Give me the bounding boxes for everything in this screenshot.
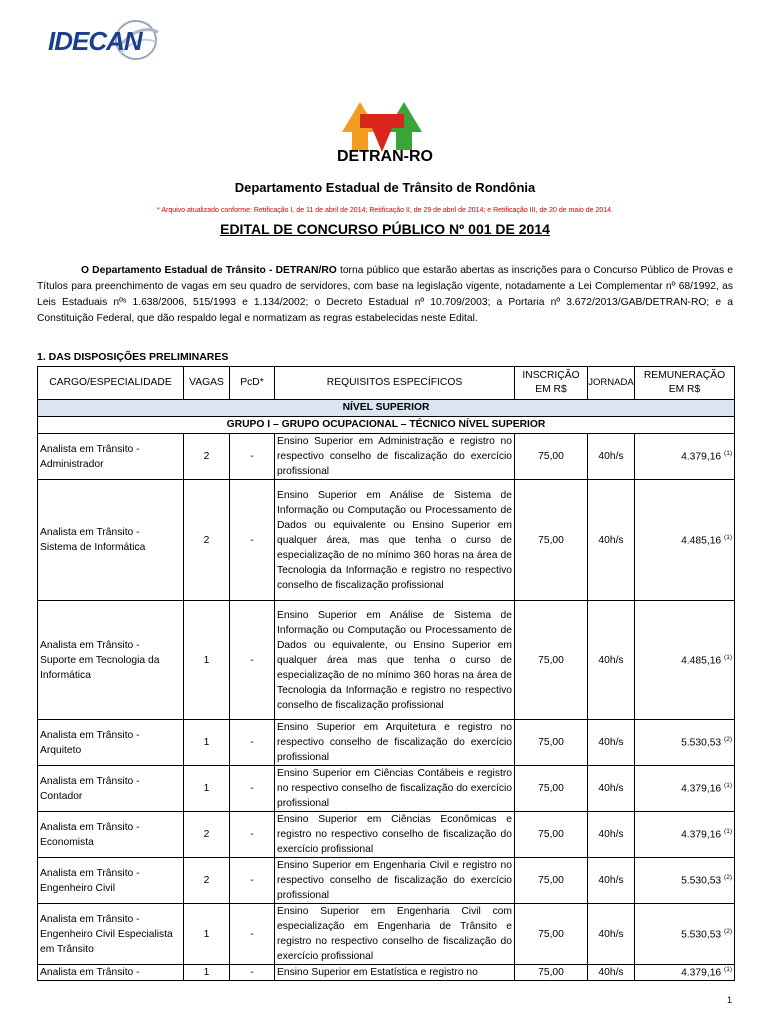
- pcd-cell: -: [230, 434, 275, 480]
- cargo-line-2: Contador: [40, 790, 83, 802]
- remuneracao-value: 4.379,16: [681, 829, 722, 841]
- cargo-cell: [38, 812, 184, 858]
- vagas-table: [37, 366, 735, 981]
- inscricao-cell: 75,00: [515, 601, 588, 720]
- pcd-cell: -: [230, 858, 275, 904]
- group-row: [38, 417, 735, 434]
- remuneracao-cell: [635, 766, 735, 812]
- inscricao-cell: 75,00: [515, 480, 588, 601]
- requisitos-cell: Ensino Superior em Arquitetura e registro no respectivo conselho de fiscalização do exercício profissional: [275, 720, 515, 766]
- group-label: GRUPO I – GRUPO OCUPACIONAL – TÉCNICO NÍVEL SUPERIOR: [38, 417, 735, 434]
- cargo-cell: [38, 904, 184, 965]
- jornada-cell: 40h/s: [588, 812, 635, 858]
- inscricao-cell: 75,00: [515, 965, 588, 981]
- remuneracao-value: 4.379,16: [681, 451, 722, 463]
- inscricao-cell: 75,00: [515, 904, 588, 965]
- remuneracao-cell: [635, 904, 735, 965]
- cargo-cell: [38, 858, 184, 904]
- remuneracao-cell: [635, 858, 735, 904]
- vagas-cell: 2: [184, 858, 230, 904]
- requisitos-cell: Ensino Superior em Análise de Sistema de Informação ou Computação ou Processamento de Dados ou equivalente, ou Ensino Superior em qualquer área mas que tenha o curso de especialização de no mínimo 360 horas na área de Tecnologia da Informação e registro no respectivo conselho de fiscalização profissional: [275, 601, 515, 720]
- remuneracao-value: 4.379,16: [681, 967, 722, 979]
- cargo-line-2: Arquiteto: [40, 744, 82, 756]
- pcd-cell: -: [230, 812, 275, 858]
- cargo-line-1: Analista em Trânsito -: [40, 821, 140, 833]
- requisitos-cell: Ensino Superior em Ciências Contábeis e registro no respectivo conselho de fiscalização do exercício profissional: [275, 766, 515, 812]
- vagas-cell: 2: [184, 480, 230, 601]
- remuneracao-note: (1): [724, 653, 732, 661]
- remuneracao-cell: [635, 812, 735, 858]
- table-row: [38, 434, 735, 480]
- jornada-cell: 40h/s: [588, 904, 635, 965]
- cargo-line-1: Analista em Trânsito -: [40, 443, 140, 455]
- table-header-row: [38, 367, 735, 400]
- header-inscricao-line2: EM R$: [535, 384, 567, 395]
- pcd-cell: -: [230, 601, 275, 720]
- pcd-cell: -: [230, 965, 275, 981]
- jornada-cell: 40h/s: [588, 480, 635, 601]
- jornada-cell: 40h/s: [588, 720, 635, 766]
- jornada-cell: 40h/s: [588, 766, 635, 812]
- intro-text: torna público que estarão abertas as inscrições para o Concurso Público de Provas e Títulos para preenchimento de vagas em seu quadro de servidores, com base na legislação vigente, notadamente a Lei Complementar nº 68/1992, as Leis Estaduais nºˢ 1.638/2006, 515/1993 e 1.134/2002; o Decreto Estadual nº 10.709/2003; a Portaria nº 3.672/2013/GAB/DETRAN-RO; e a Constituição Federal, que dão respaldo legal e normatizam as regras estabelecidas neste Edital.: [37, 265, 733, 324]
- pcd-cell: -: [230, 766, 275, 812]
- pcd-cell: -: [230, 904, 275, 965]
- remuneracao-cell: [635, 480, 735, 601]
- requisitos-cell: Ensino Superior em Análise de Sistema de Informação ou Computação ou Processamento de Dados ou equivalente ou Ensino Superior em qualquer área, mas que tenha o curso de especialização de no mínimo 360 horas na área de Tecnologia da Informação e registro no respectivo conselho de fiscalização profissional: [275, 480, 515, 601]
- remuneracao-note: (1): [724, 966, 732, 974]
- remuneracao-note: (2): [724, 874, 732, 882]
- cargo-line-2: Economista: [40, 836, 94, 848]
- jornada-cell: 40h/s: [588, 601, 635, 720]
- inscricao-cell: 75,00: [515, 858, 588, 904]
- header-requisitos: REQUISITOS ESPECÍFICOS: [275, 367, 515, 400]
- table-row: [38, 601, 735, 720]
- inscricao-cell: 75,00: [515, 812, 588, 858]
- remuneracao-value: 4.485,16: [681, 655, 722, 667]
- cargo-line-2: Suporte em Tecnologia da Informática: [40, 654, 160, 681]
- header-vagas: VAGAS: [184, 367, 230, 400]
- table-row: [38, 720, 735, 766]
- cargo-line-1: Analista em Trânsito -: [40, 729, 140, 741]
- remuneracao-value: 5.530,53: [681, 929, 722, 941]
- remuneracao-value: 5.530,53: [681, 737, 722, 749]
- vagas-cell: 1: [184, 766, 230, 812]
- cargo-line-2: Engenheiro Civil Especialista em Trânsito: [40, 928, 173, 955]
- cargo-line-1: Analista em Trânsito -: [40, 639, 140, 651]
- org-title: Departamento Estadual de Trânsito de Rondônia: [234, 180, 536, 195]
- header-remuneracao: [635, 367, 735, 400]
- remuneracao-note: (1): [724, 782, 732, 790]
- remuneracao-value: 5.530,53: [681, 875, 722, 887]
- jornada-cell: 40h/s: [588, 858, 635, 904]
- inscricao-cell: 75,00: [515, 720, 588, 766]
- header-pcd: PcD*: [230, 367, 275, 400]
- requisitos-cell: Ensino Superior em Ciências Econômicas e registro no respectivo conselho de fiscalização do exercício profissional: [275, 812, 515, 858]
- vagas-cell: 1: [184, 601, 230, 720]
- edital-title: EDITAL DE CONCURSO PÚBLICO Nº 001 DE 2014: [220, 221, 550, 237]
- remuneracao-note: (2): [724, 736, 732, 744]
- cargo-cell: [38, 766, 184, 812]
- table-row: [38, 904, 735, 965]
- idecan-logo-text: IDECAN: [48, 26, 142, 56]
- intro-lead: O Departamento Estadual de Trânsito - DETRAN/RO: [81, 265, 337, 276]
- header-remuneracao-line1: REMUNERAÇÃO: [643, 370, 726, 381]
- remuneracao-cell: [635, 434, 735, 480]
- header-inscricao-line1: INSCRIÇÃO: [522, 370, 580, 381]
- remuneracao-note: (2): [724, 927, 732, 935]
- cargo-cell: [38, 601, 184, 720]
- update-note: * Arquivo atualizado conforme: Retificação I, de 11 de abril de 2014; Retificação II, de 29 de abril de 2014; e Retificação III, de 20 de maio de 2014.: [157, 207, 613, 214]
- detran-name: DETRAN-RO: [337, 148, 433, 165]
- idecan-logo: [48, 16, 158, 64]
- pcd-cell: -: [230, 480, 275, 601]
- cargo-line-1: Analista em Trânsito -: [40, 527, 140, 538]
- pcd-cell: -: [230, 720, 275, 766]
- remuneracao-note: (1): [724, 450, 732, 458]
- inscricao-cell: 75,00: [515, 766, 588, 812]
- jornada-cell: 40h/s: [588, 965, 635, 981]
- remuneracao-cell: [635, 965, 735, 981]
- table-row: [38, 812, 735, 858]
- requisitos-cell: Ensino Superior em Engenharia Civil com especialização em Engenharia de Trânsito e registro no respectivo conselho de fiscalização do exercício profissional: [275, 904, 515, 965]
- vagas-cell: 1: [184, 904, 230, 965]
- inscricao-cell: 75,00: [515, 434, 588, 480]
- vagas-cell: 1: [184, 720, 230, 766]
- cargo-cell: [38, 965, 184, 981]
- remuneracao-cell: [635, 601, 735, 720]
- cargo-cell: [38, 434, 184, 480]
- vagas-cell: 2: [184, 812, 230, 858]
- header-inscricao: [515, 367, 588, 400]
- header-jornada: JORNADA: [588, 367, 635, 400]
- level-label: NÍVEL SUPERIOR: [38, 400, 735, 417]
- header-cargo: CARGO/ESPECIALIDADE: [38, 367, 184, 400]
- cargo-cell: [38, 720, 184, 766]
- requisitos-cell: Ensino Superior em Engenharia Civil e registro no respectivo conselho de fiscalização do exercício profissional: [275, 858, 515, 904]
- remuneracao-note: (1): [724, 828, 732, 836]
- remuneracao-note: (1): [724, 533, 732, 541]
- page-number: 1: [727, 995, 733, 1005]
- cargo-line-2: Engenheiro Civil: [40, 882, 115, 894]
- section-title: 1. DAS DISPOSIÇÕES PRELIMINARES: [37, 351, 229, 363]
- requisitos-cell: Ensino Superior em Estatística e registro no: [275, 965, 515, 981]
- table-row: [38, 858, 735, 904]
- cargo-line-1: Analista em Trânsito -: [40, 867, 140, 879]
- cargo-line-1: Analista em Trânsito -: [40, 775, 140, 787]
- table-row: [38, 480, 735, 601]
- remuneracao-value: 4.485,16: [681, 535, 722, 547]
- intro-paragraph: [37, 263, 733, 327]
- table-row: [38, 766, 735, 812]
- header-remuneracao-line2: EM R$: [668, 384, 701, 395]
- remuneracao-value: 4.379,16: [681, 783, 722, 795]
- cargo-cell: [38, 480, 184, 601]
- level-row: [38, 400, 735, 417]
- jornada-cell: 40h/s: [588, 434, 635, 480]
- vagas-cell: 1: [184, 965, 230, 981]
- table-row: [38, 965, 735, 981]
- requisitos-cell: Ensino Superior em Administração e registro no respectivo conselho de fiscalização do exercício profissional: [275, 434, 515, 480]
- vagas-cell: 2: [184, 434, 230, 480]
- cargo-line-1: Analista em Trânsito -: [40, 967, 140, 978]
- remuneracao-cell: [635, 720, 735, 766]
- cargo-line-1: Analista em Trânsito -: [40, 913, 140, 925]
- cargo-line-2: Sistema de Informática: [40, 542, 146, 553]
- cargo-line-2: Administrador: [40, 458, 104, 470]
